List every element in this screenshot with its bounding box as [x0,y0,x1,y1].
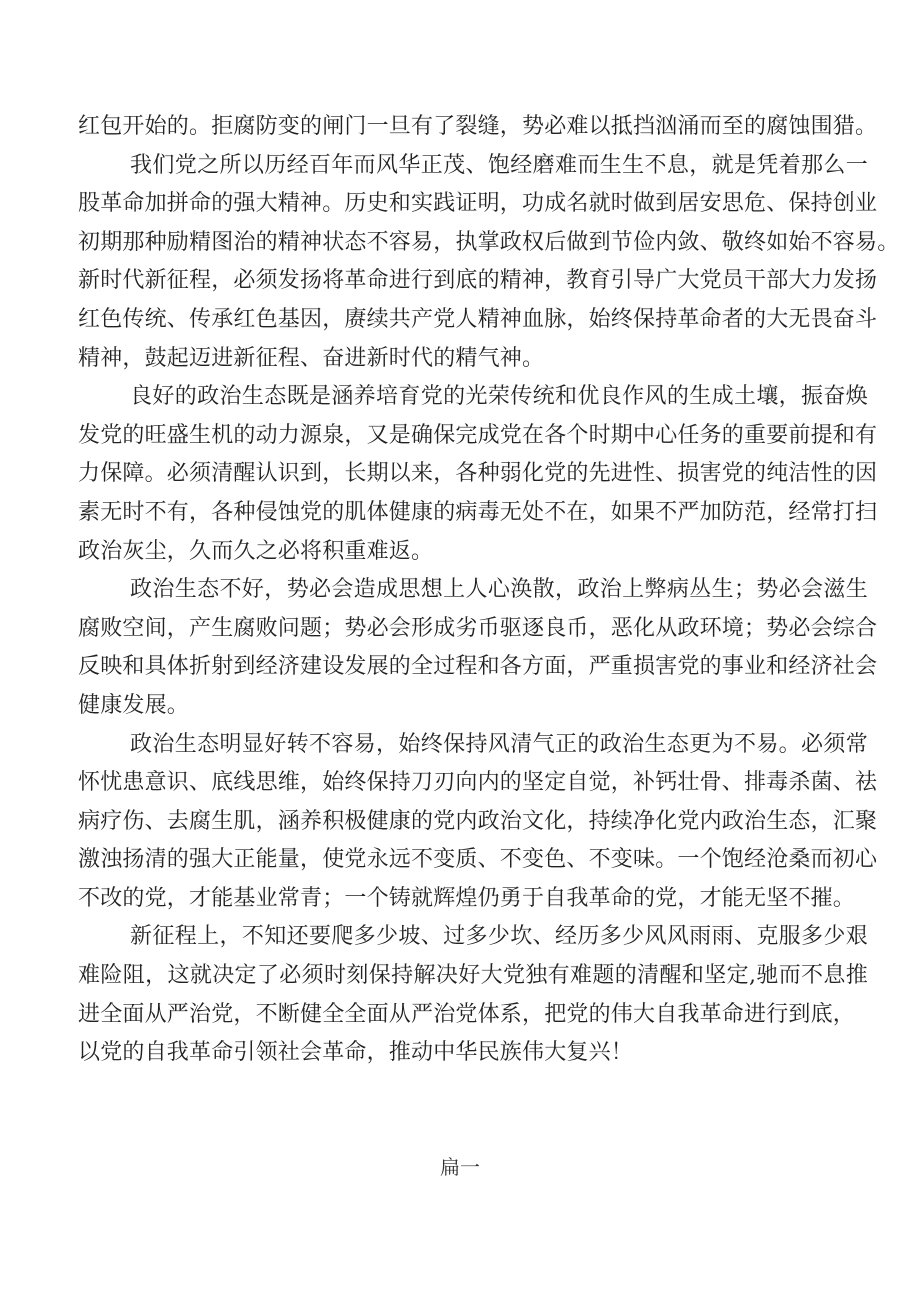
text-line: 素无时不有，各种侵蚀党的肌体健康的病毒无处不在，如果不严加防范，经常打扫 [78,499,878,525]
paragraph [78,147,900,379]
text-line: 股革命加拼命的强大精神。历史和实践证明，功成名就时做到居安思危、保持创业 [78,191,878,217]
text-line: 进全面从严治党，不断健全全面从严治党体系，把党的伟大自我革命进行到底， [78,1001,856,1027]
text-line: 政治生态明显好转不容易，始终保持风清气正的政治生态更为不易。必须常 [130,731,868,757]
text-line: 红包开始的。拒腐防变的闸门一旦有了裂缝，势必难以抵挡汹涌而至的腐蚀围猎。 [78,114,878,139]
text-line: 不改的党，才能基业常青；一个铸就辉煌仍勇于自我革命的党，才能无坚不摧。 [78,885,856,911]
paragraph [78,108,878,147]
text-line: 难险阻，这就决定了必须时刻保持解决好大党独有难题的清醒和坚定,驰而不息推 [78,963,868,989]
text-line: 反映和具体折射到经济建设发展的全过程和各方面，严重损害党的事业和经济社会 [78,654,878,680]
text-line: 政治灰尘，久而久之必将积重难返。 [78,538,434,564]
text-line: 我们党之所以历经百年而风华正茂、饱经磨难而生生不息，就是凭着那么一 [130,152,868,178]
text-line: 以党的自我革命引领社会革命，推动中华民族伟大复兴！ [78,1040,634,1066]
text-line: 良好的政治生态既是涵养培育党的光荣传统和优良作风的生成土壤，振奋焕 [130,384,868,410]
paragraph [78,918,868,1072]
text-line: 病疗伤、去腐生肌，涵养积极健康的党内政治文化，持续净化党内政治生态，汇聚 [78,808,878,834]
text-line: 红色传统、传承红色基因，赓续共产党人精神血脉，始终保持革命者的大无畏奋斗 [78,306,878,332]
text-line: 激浊扬清的强大正能量，使党永远不变质、不变色、不变味。一个饱经沧桑而初心 [78,847,878,873]
text-line: 初期那种励精图治的精神状态不容易，执掌政权后做到节俭内敛、敬终如始不容易。 [78,229,900,255]
text-line: 精神，鼓起迈进新征程、奋进新时代的精气神。 [78,345,545,371]
text-line: 腐败空间，产生腐败问题；势必会形成劣币驱逐良币，恶化从政环境；势必会综合 [78,615,878,641]
text-line: 发党的旺盛生机的动力源泉，又是确保完成党在各个时期中心任务的重要前提和有 [78,422,878,448]
text-line: 政治生态不好，势必会造成思想上人心涣散，政治上弊病丛生；势必会滋生 [130,577,868,603]
paragraph [78,726,878,919]
text-line: 怀忧患意识、底线思维，始终保持刀刃向内的坚定自觉，补钙壮骨、排毒杀菌、祛 [78,770,878,796]
paragraph [78,378,878,571]
text-line: 健康发展。 [78,692,190,718]
document-body [78,108,900,1073]
text-line: 新征程上，不知还要爬多少坡、过多少坎、经历多少风风雨雨、克服多少艰 [130,924,868,950]
text-line: 新时代新征程，必须发扬将革命进行到底的精神，教育引导广大党员干部大力发扬 [78,268,878,294]
paragraph [78,571,878,725]
text-line: 力保障。必须清醒认识到，长期以来，各种弱化党的先进性、损害党的纯洁性的因 [78,461,878,487]
section-label: 扁一 [440,1155,480,1179]
